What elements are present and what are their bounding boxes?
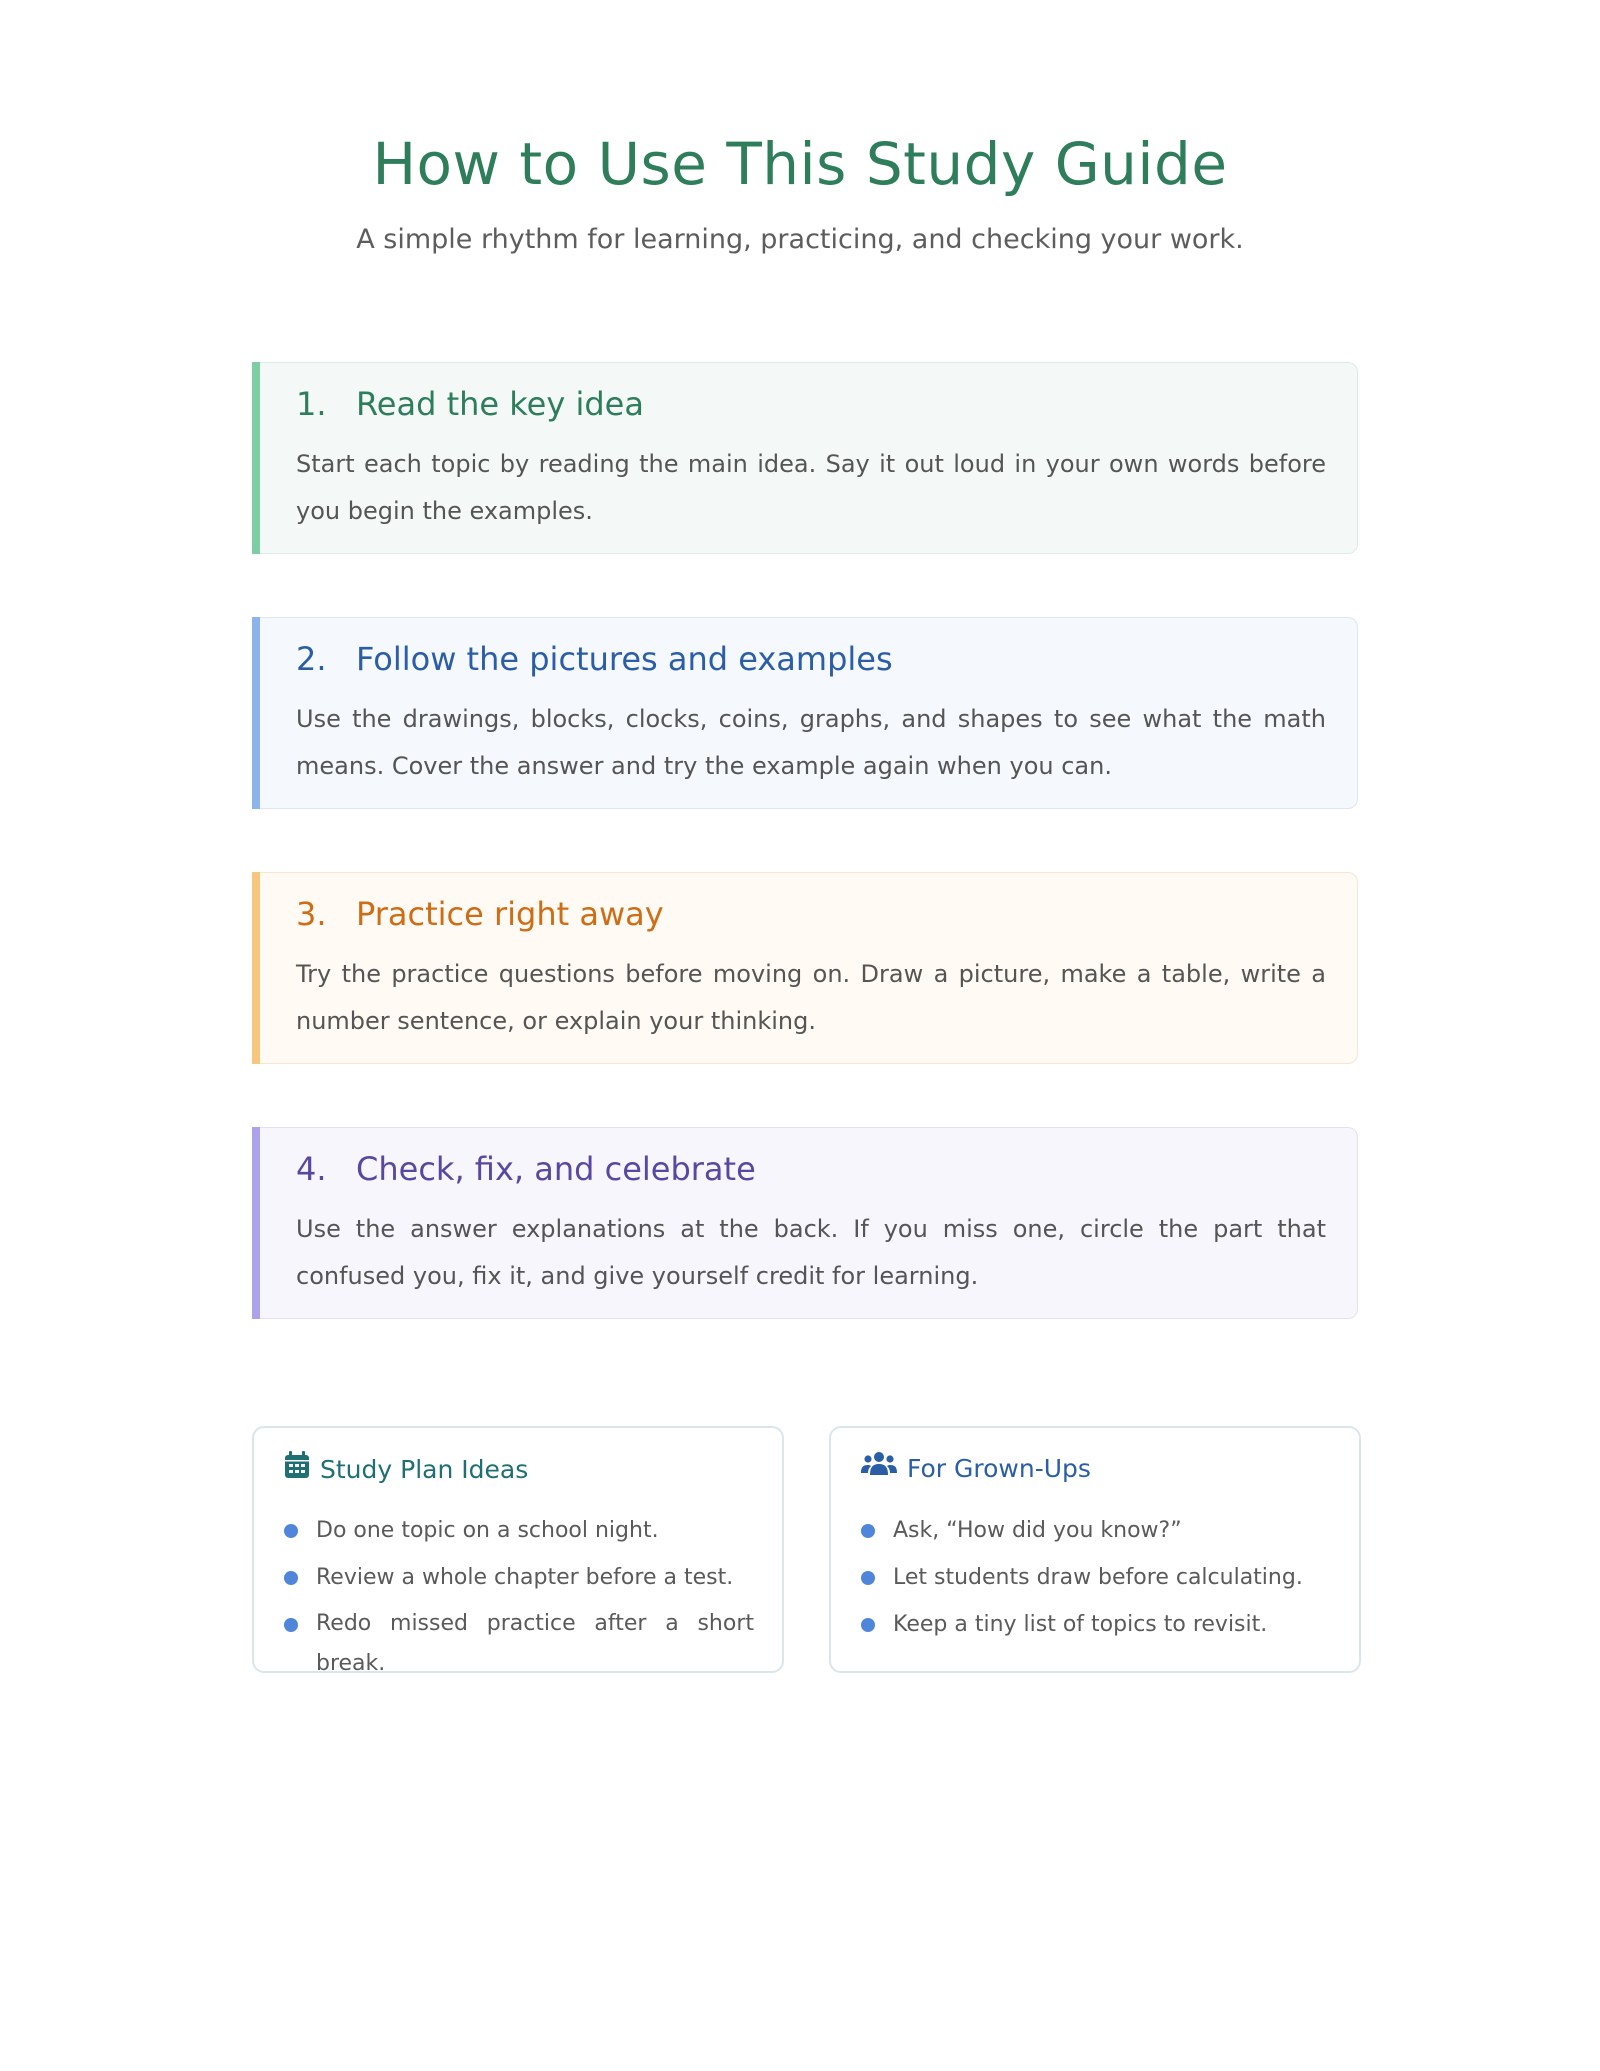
step-heading bbox=[296, 895, 664, 933]
step-number: 2. bbox=[296, 640, 327, 678]
step-number: 4. bbox=[296, 1150, 327, 1188]
users-icon bbox=[861, 1451, 897, 1483]
grown-ups-list bbox=[861, 1510, 1331, 1651]
step-body: Try the practice questions before moving on. Draw a picture, make a table, write a number sentence, or explain your thinking. bbox=[296, 960, 1326, 1035]
step-body: Start each topic by reading the main idea. Say it out loud in your own words before you begin the examples. bbox=[296, 450, 1326, 525]
list-item: Ask, “How did you know?” bbox=[861, 1510, 1331, 1552]
bullet-dot bbox=[284, 1571, 298, 1585]
list-item: Keep a tiny list of topics to revisit. bbox=[861, 1604, 1331, 1646]
card-title: For Grown-Ups bbox=[907, 1454, 1091, 1483]
step-accent-bar bbox=[252, 617, 260, 809]
list-item: Let students draw before calculating. bbox=[861, 1557, 1331, 1599]
bullet-dot bbox=[284, 1618, 298, 1632]
page-title: How to Use This Study Guide bbox=[372, 130, 1228, 198]
bullet-dot bbox=[284, 1524, 298, 1538]
step-heading bbox=[296, 385, 644, 423]
step-title: Follow the pictures and examples bbox=[356, 640, 893, 678]
card-heading bbox=[284, 1454, 528, 1488]
step-body: Use the answer explanations at the back. If you miss one, circle the part that confused you, fix it, and give yourself credit for learning. bbox=[296, 1215, 1326, 1290]
list-item: Review a whole chapter before a test. bbox=[284, 1557, 754, 1599]
step-accent-bar bbox=[252, 1127, 260, 1319]
step-title: Check, fix, and celebrate bbox=[356, 1150, 756, 1188]
step-card-2 bbox=[252, 617, 1358, 809]
list-item: Do one topic on a school night. bbox=[284, 1510, 754, 1552]
step-accent-bar bbox=[252, 872, 260, 1064]
step-body: Use the drawings, blocks, clocks, coins, graphs, and shapes to see what the math means. Cover the answer and try the example again when you can. bbox=[296, 705, 1326, 780]
bullet-dot bbox=[861, 1524, 875, 1538]
step-card-1 bbox=[252, 362, 1358, 554]
bullet-dot bbox=[861, 1618, 875, 1632]
step-title: Read the key idea bbox=[356, 385, 644, 423]
study-plan-card bbox=[252, 1426, 784, 1676]
grown-ups-card bbox=[829, 1426, 1361, 1673]
card-heading bbox=[861, 1454, 1091, 1486]
step-card-4 bbox=[252, 1127, 1358, 1319]
study-plan-list bbox=[284, 1510, 754, 1689]
step-heading bbox=[296, 1150, 756, 1188]
step-number: 1. bbox=[296, 385, 327, 423]
step-number: 3. bbox=[296, 895, 327, 933]
step-heading bbox=[296, 640, 893, 678]
bullet-dot bbox=[861, 1571, 875, 1585]
page-subtitle: A simple rhythm for learning, practicing, and checking your work. bbox=[356, 224, 1244, 255]
step-accent-bar bbox=[252, 362, 260, 554]
calendar-icon bbox=[284, 1451, 310, 1485]
list-item: Redo missed practice after a short break. bbox=[284, 1604, 754, 1684]
step-title: Practice right away bbox=[356, 895, 664, 933]
card-title: Study Plan Ideas bbox=[320, 1455, 529, 1484]
step-card-3 bbox=[252, 872, 1358, 1064]
